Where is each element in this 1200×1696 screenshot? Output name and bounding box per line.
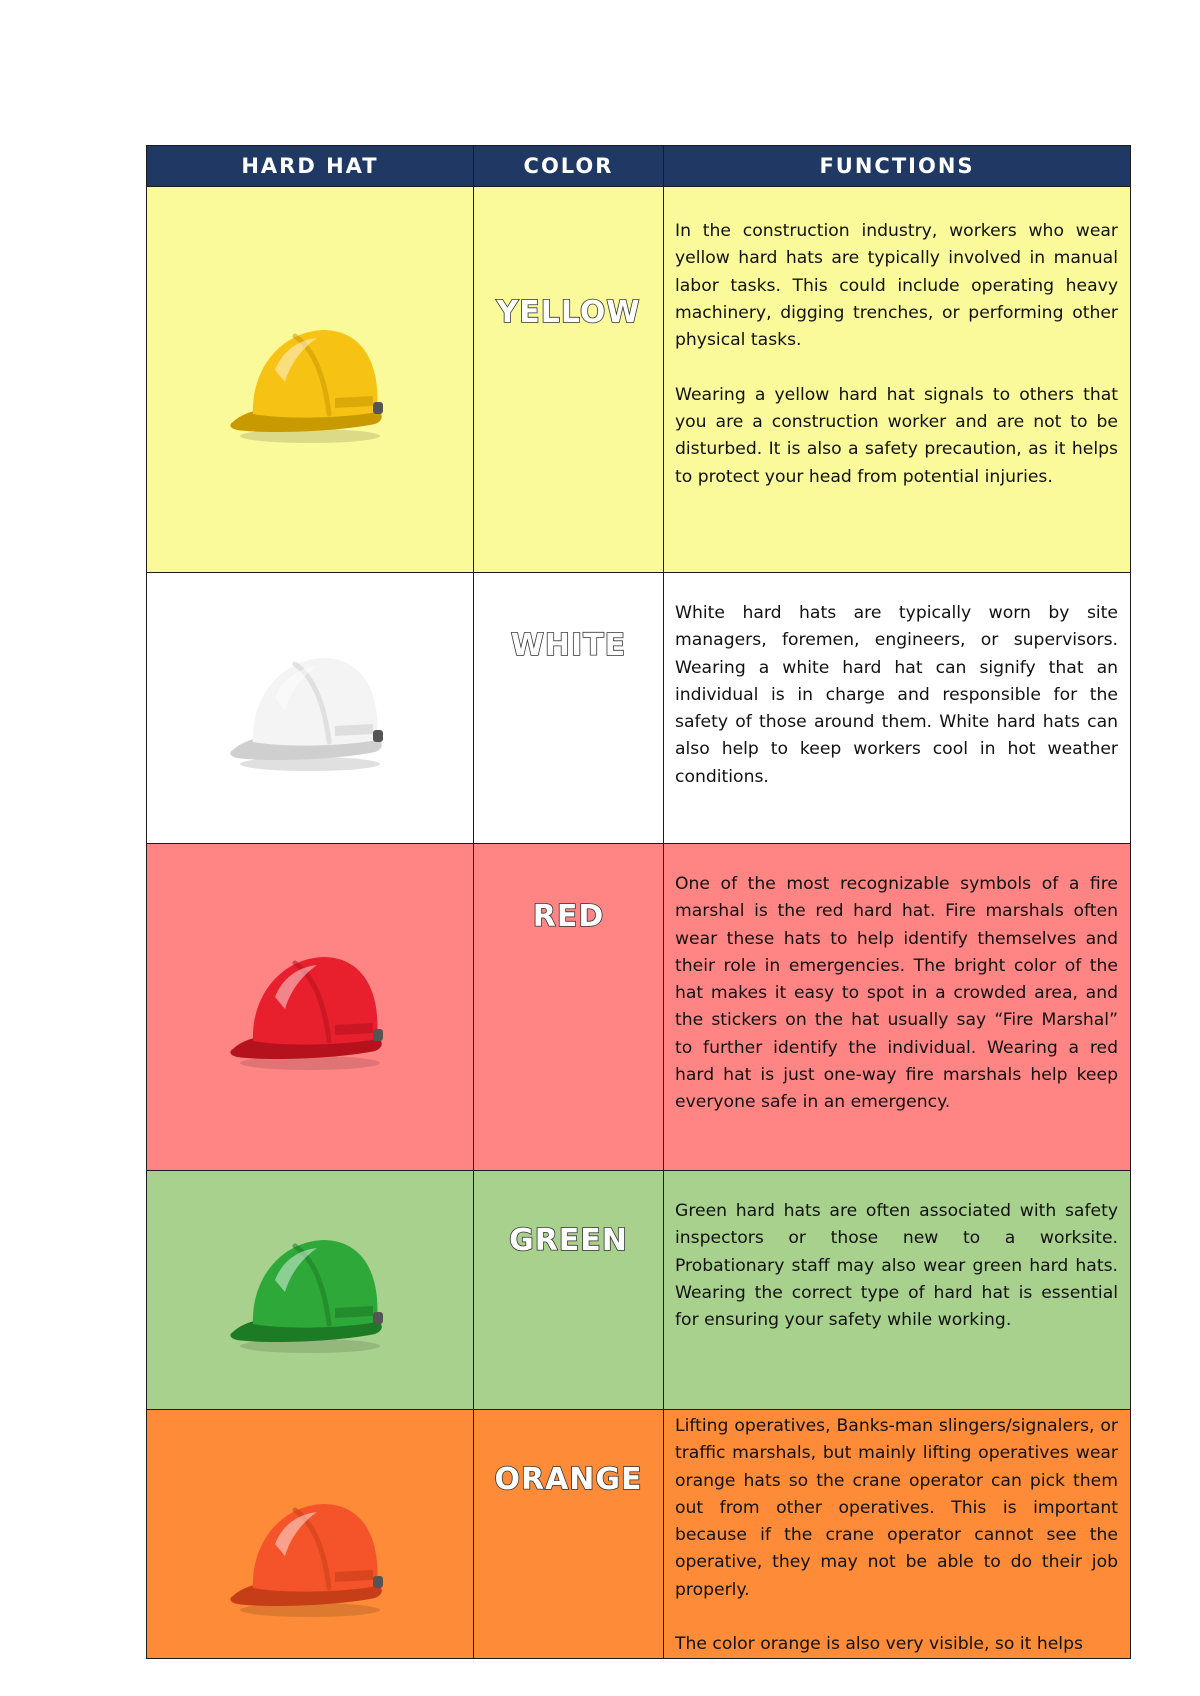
hard-hat-icon bbox=[225, 638, 395, 778]
hat-side-slot bbox=[335, 1023, 373, 1035]
hat-adjuster bbox=[373, 730, 383, 742]
function-paragraph: In the construction industry, workers who wear yellow hard hats are typically involved in manual labor tasks. This could include operating heavy machinery, digging trenches, or performing other physical tasks. bbox=[675, 221, 1118, 351]
table-row-red bbox=[147, 844, 1131, 1171]
hat-image-cell bbox=[147, 1171, 474, 1410]
function-paragraph: The color orange is also very visible, so it helps bbox=[675, 1634, 1083, 1655]
color-name-cell bbox=[474, 187, 664, 573]
functions-cell bbox=[664, 573, 1131, 844]
hat-image-cell bbox=[147, 844, 474, 1171]
hat-adjuster bbox=[373, 402, 383, 414]
color-name: WHITE bbox=[510, 628, 627, 663]
color-name-cell bbox=[474, 1171, 664, 1410]
color-name: YELLOW bbox=[496, 295, 641, 330]
function-paragraph: Lifting operatives, Banks-man slingers/signalers, or traffic marshals, but mainly lifting operatives wear orange hats so the crane operator can pick them out from other operatives. This is important because if the crane operator cannot see the operative, they may not be able to do their job properly. bbox=[675, 1416, 1118, 1600]
table-header-row bbox=[147, 146, 1131, 187]
header-functions: FUNCTIONS bbox=[664, 146, 1131, 187]
hat-side-slot bbox=[335, 1306, 373, 1318]
hard-hat-icon bbox=[225, 1220, 395, 1360]
hat-adjuster bbox=[373, 1312, 383, 1324]
hat-image-cell bbox=[147, 1410, 474, 1659]
function-paragraph: Wearing a yellow hard hat signals to others that you are a construction worker and are not to be disturbed. It is also a safety precaution, as it helps to protect your head from potential injuries. bbox=[675, 384, 1118, 487]
hat-image-cell bbox=[147, 573, 474, 844]
table-row-orange bbox=[147, 1410, 1131, 1659]
color-name-cell bbox=[474, 1410, 664, 1659]
hard-hat-color-table bbox=[146, 145, 1131, 1659]
functions-cell bbox=[664, 187, 1131, 573]
hat-image-cell bbox=[147, 187, 474, 573]
color-name-cell bbox=[474, 573, 664, 844]
hard-hat-icon bbox=[225, 1484, 395, 1624]
hat-side-slot bbox=[335, 1570, 373, 1582]
function-paragraph: White hard hats are typically worn by site managers, foremen, engineers, or supervisors. Wearing a white hard hat can signify that an individual is in charge and responsible for the safety of those around them. White hard hats can also help to keep workers cool in hot weather conditions. bbox=[675, 603, 1118, 787]
functions-text-clip bbox=[675, 1413, 1118, 1655]
functions-cell bbox=[664, 1171, 1131, 1410]
hat-side-slot bbox=[335, 724, 373, 736]
hat-adjuster bbox=[373, 1576, 383, 1588]
hat-side-slot bbox=[335, 396, 373, 408]
header-color: COLOR bbox=[474, 146, 664, 187]
functions-cell bbox=[664, 844, 1131, 1171]
function-paragraph: Green hard hats are often associated with safety inspectors or those new to a worksite. Probationary staff may also wear green hard hats. Wearing the correct type of hard hat is essential for ensuring your safety while working. bbox=[675, 1201, 1118, 1331]
hat-adjuster bbox=[373, 1029, 383, 1041]
color-name: RED bbox=[532, 899, 605, 934]
hard-hat-icon bbox=[225, 310, 395, 450]
color-name: GREEN bbox=[509, 1223, 628, 1258]
hard-hat-icon bbox=[225, 937, 395, 1077]
table-row-green bbox=[147, 1171, 1131, 1410]
color-name-cell bbox=[474, 844, 664, 1171]
color-name: ORANGE bbox=[494, 1462, 643, 1497]
functions-cell bbox=[664, 1410, 1131, 1659]
table-row-white bbox=[147, 573, 1131, 844]
table-row-yellow bbox=[147, 187, 1131, 573]
header-hard-hat: HARD HAT bbox=[147, 146, 474, 187]
function-paragraph: One of the most recognizable symbols of a fire marshal is the red hard hat. Fire marshals often wear these hats to help identify themselves and their role in emergencies. The bright color of the hat makes it easy to spot in a crowded area, and the stickers on the hat usually say “Fire Marshal” to further identify the individual. Wearing a red hard hat is just one-way fire marshals help keep everyone safe in an emergency. bbox=[675, 874, 1118, 1113]
